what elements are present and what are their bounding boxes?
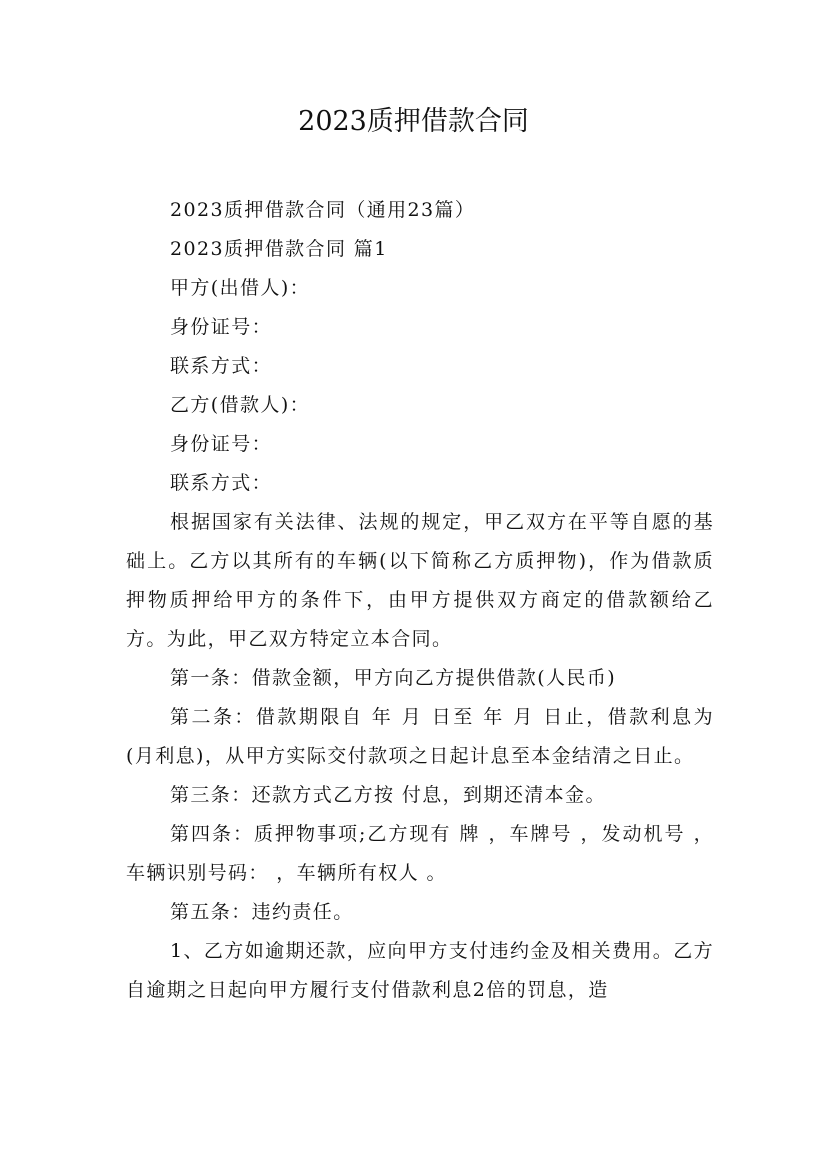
paragraph-article-2: 第二条：借款期限自 年 月 日至 年 月 日止，借款利息为 (月利息)，从甲方实际交付款项之日起计息至本金结清之日止。: [126, 706, 714, 767]
paragraph-clause-1: 1、乙方如逾期还款，应向甲方支付违约金及相关费用。乙方自逾期之日起向甲方履行支付借款利息2倍的罚息，造: [126, 940, 714, 1001]
paragraph-party-b-id: 身份证号：: [170, 433, 273, 455]
paragraph-article-4: 第四条：质押物事项;乙方现有 牌 ，车牌号 ，发动机号 ，车辆识别号码： ，车辆所有权人 。: [126, 823, 714, 884]
paragraph-section-heading: 2023质押借款合同 篇1: [170, 238, 388, 260]
paragraph-subtitle: 2023质押借款合同（通用23篇）: [170, 199, 476, 221]
paragraph-party-a: 甲方(出借人)：: [170, 277, 311, 299]
paragraph-preamble: 根据国家有关法律、法规的规定，甲乙双方在平等自愿的基础上。乙方以其所有的车辆(以下简称乙方质押物)，作为借款质押物质押给甲方的条件下，由甲方提供双方商定的借款额给乙方。为此，甲乙双方特定立本合同。: [126, 511, 714, 650]
paragraph-party-b-contact: 联系方式：: [170, 472, 273, 494]
paragraph-party-a-contact: 联系方式：: [170, 355, 273, 377]
paragraph-party-a-id: 身份证号：: [170, 316, 273, 338]
paragraph-party-b: 乙方(借款人)：: [170, 394, 311, 416]
paragraph-article-1: 第一条：借款金额，甲方向乙方提供借款(人民币): [170, 667, 617, 689]
document-title: 2023质押借款合同: [298, 106, 529, 137]
paragraph-article-5: 第五条：违约责任。: [170, 901, 354, 923]
document-body: [126, 191, 714, 1010]
paragraph-article-3: 第三条：还款方式乙方按 付息，到期还清本金。: [170, 784, 606, 806]
